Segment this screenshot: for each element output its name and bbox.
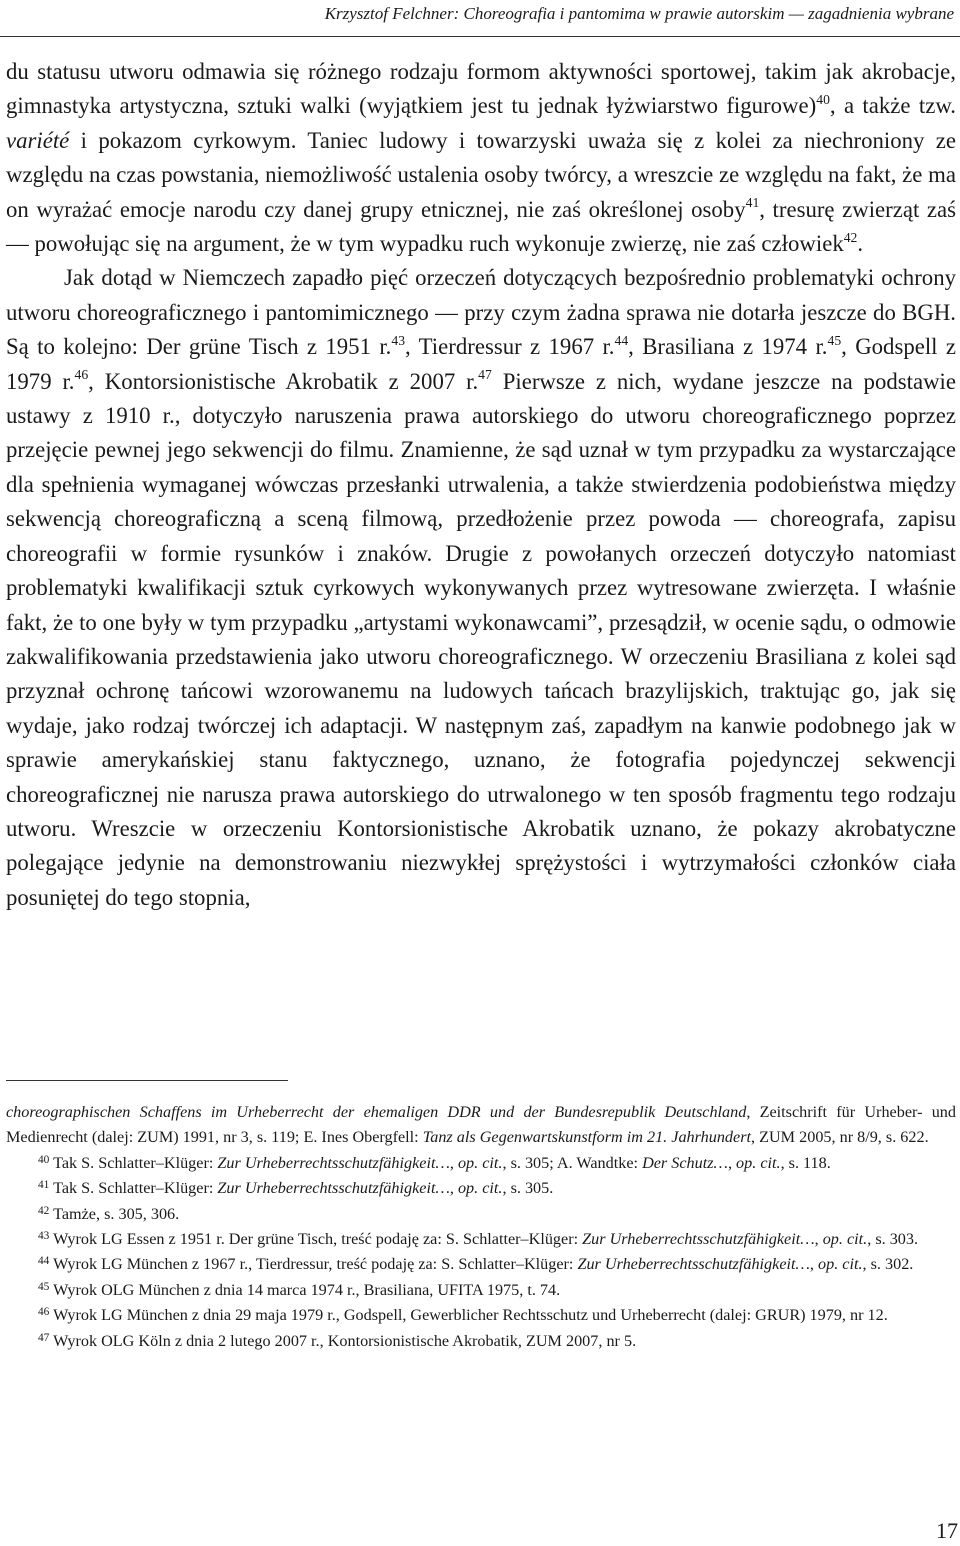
footnote-ref-47[interactable]: 47 [478,367,492,383]
footnote-ref-43[interactable]: 43 [391,332,406,348]
footnote-ref-42[interactable]: 42 [843,229,858,245]
footnote-45: $^{45}$ Wyrok OLG München z dnia 14 marca 1974 r., Brasiliana, UFITA 1975, t. 74. [38,1280,561,1299]
page-number: 17 [936,1518,958,1543]
footnote-ref-45[interactable]: 45 [827,332,842,348]
footnotes [6,1100,956,1354]
header-rule [0,36,960,37]
main-text [6,55,956,915]
footnote-41: $^{41}$ Tak S. Schlatter–Klüger: Zur Urheberrechtsschutzfähigkeit…, op. cit., s. 305. [38,1179,554,1198]
footnote-ref-40[interactable]: 40 [816,92,830,108]
footnote-40: $^{40}$ Tak S. Schlatter–Klüger: Zur Urheberrechtsschutzfähigkeit…, op. cit., s. 305; A. Wandtke: Der Schutz…, op. cit., s. 118. [38,1153,831,1172]
footnote-44: $^{44}$ Wyrok LG München z 1967 r., Tierdressur, treść podaję za: S. Schlatter–Klüger: Zur Urheberrechtsschutzfähigkeit…, op. cit., s. 302. [38,1255,914,1274]
footnote-ref-41[interactable]: 41 [745,195,760,211]
paragraph-2: Jak dotąd w Niemczech zapadło pięć orzeczeń dotyczących bezpośrednio problematyki ochrony utworu choreograficznego i pantomimicznego — przy czym żadna sprawa nie dotarła jeszcze do BGH. Są to kolejno: Der grüne Tisch z 1951 r.$^{43}$, Tierdressur z 1967 r.$^{44}$, Brasiliana z 1974 r.$^{45}$, Godspell z 1979 r.$^{46}$, Kontorsionistische Akrobatik z 2007 r.$^{47}$ Pierwsze z nich, wydane jeszcze na podstawie ustawy z 1910 r., dotyczyło naruszenia prawa autorskiego do utworu choreograficznego poprzez przejęcie pewnej jego sekwencji do filmu. Znamienne, że sąd uznał w tym przypadku za wystarczające dla spełnienia wymaganej wówczas przesłanki utrwalenia, a także stwierdzenia podobieństwa między sekwencją choreograficzną a sceną filmową, przedłożenie przez powoda — choreografa, zapisu choreografii w formie rysunków i znaków. Drugie z powołanych orzeczeń dotyczyło natomiast problematyki kwalifikacji sztuk cyrkowych wykonywanych przez wytresowane zwierzęta. I właśnie fakt, że to one były w tym przypadku „artystami wykonawcami”, przesądził, w ocenie sądu, o odmowie zakwalifikowania przedstawienia jako utworu choreograficznego. W orzeczeniu Brasiliana z kolei sąd przyznał ochronę tańcowi wzorowanemu na ludowych tańcach brazylijskich, traktując go, jak się wydaje, jako rodzaj twórczej ich adaptacji. W następnym zaś, zapadłym na kanwie podobnego jak w sprawie amerykańskiej stanu faktycznego, uznano, że fotografia pojedynczej sekwencji choreograficznej nie narusza prawa autorskiego do utrwalonego w ten sposób fragmentu tego rodzaju utworu. Wreszcie w orzeczeniu Kontorsionistische Akrobatik uznano, że pokazy akrobatyczne polegające jedynie na demonstrowaniu niezwykłej sprężystości i wytrzymałości członków ciała posuniętej do tego stopnia, [6,265,956,910]
footnote-rule [6,1080,288,1081]
footnote-continuation: choreographischen Schaffens im Urheberrecht der ehemaligen DDR und der Bundesrepublik Deutschland, Zeitschrift für Urheber- und Medienrecht (dalej: ZUM) 1991, nr 3, s. 119; E. Ines Obergfell: Tanz als Gegenwartskunstform im 21. Jahrhundert, ZUM 2005, nr 8/9, s. 622. [6,1103,956,1147]
footnote-47: $^{47}$ Wyrok OLG Köln z dnia 2 lutego 2007 r., Kontorsionistische Akrobatik, ZUM 2007, nr 5. [38,1331,637,1350]
footnote-46: $^{46}$ Wyrok LG München z dnia 29 maja 1979 r., Godspell, Gewerblicher Rechtsschutz und Urheberrecht (dalej: GRUR) 1979, nr 12. [38,1306,888,1325]
paragraph-1: du statusu utworu odmawia się różnego rodzaju formom aktywności sportowej, takim jak akrobacje, gimnastyka artystyczna, sztuki walki (wyjątkiem jest tu jednak łyżwiarstwo figurowe)$^{40}$, a także tzw. variété i pokazom cyrkowym. Taniec ludowy i towarzyski uważa się z kolei za niechroniony ze względu na czas powstania, niemożliwość ustalenia osoby twórcy, a wreszcie ze względu na fakt, że ma on wyrażać emocje narodu czy danej grupy etnicznej, nie zaś określonej osoby$^{41}$, tresurę zwierząt zaś — powołując się na argument, że w tym wypadku ruch wykonuje zwierzę, nie zaś człowiek$^{42}$. [6,59,957,257]
footnote-42: $^{42}$ Tamże, s. 305, 306. [38,1204,180,1223]
footnote-43: $^{43}$ Wyrok LG Essen z 1951 r. Der grüne Tisch, treść podaję za: S. Schlatter–Klüger: Zur Urheberrechtsschutzfähigkeit…, op. cit., s. 303. [38,1229,919,1249]
footnote-ref-46[interactable]: 46 [74,367,89,383]
running-head: Krzysztof Felchner: Choreografia i pantomima w prawie autorskim — zagadnienia wybrane [324,4,954,23]
footnote-ref-44[interactable]: 44 [614,332,629,348]
